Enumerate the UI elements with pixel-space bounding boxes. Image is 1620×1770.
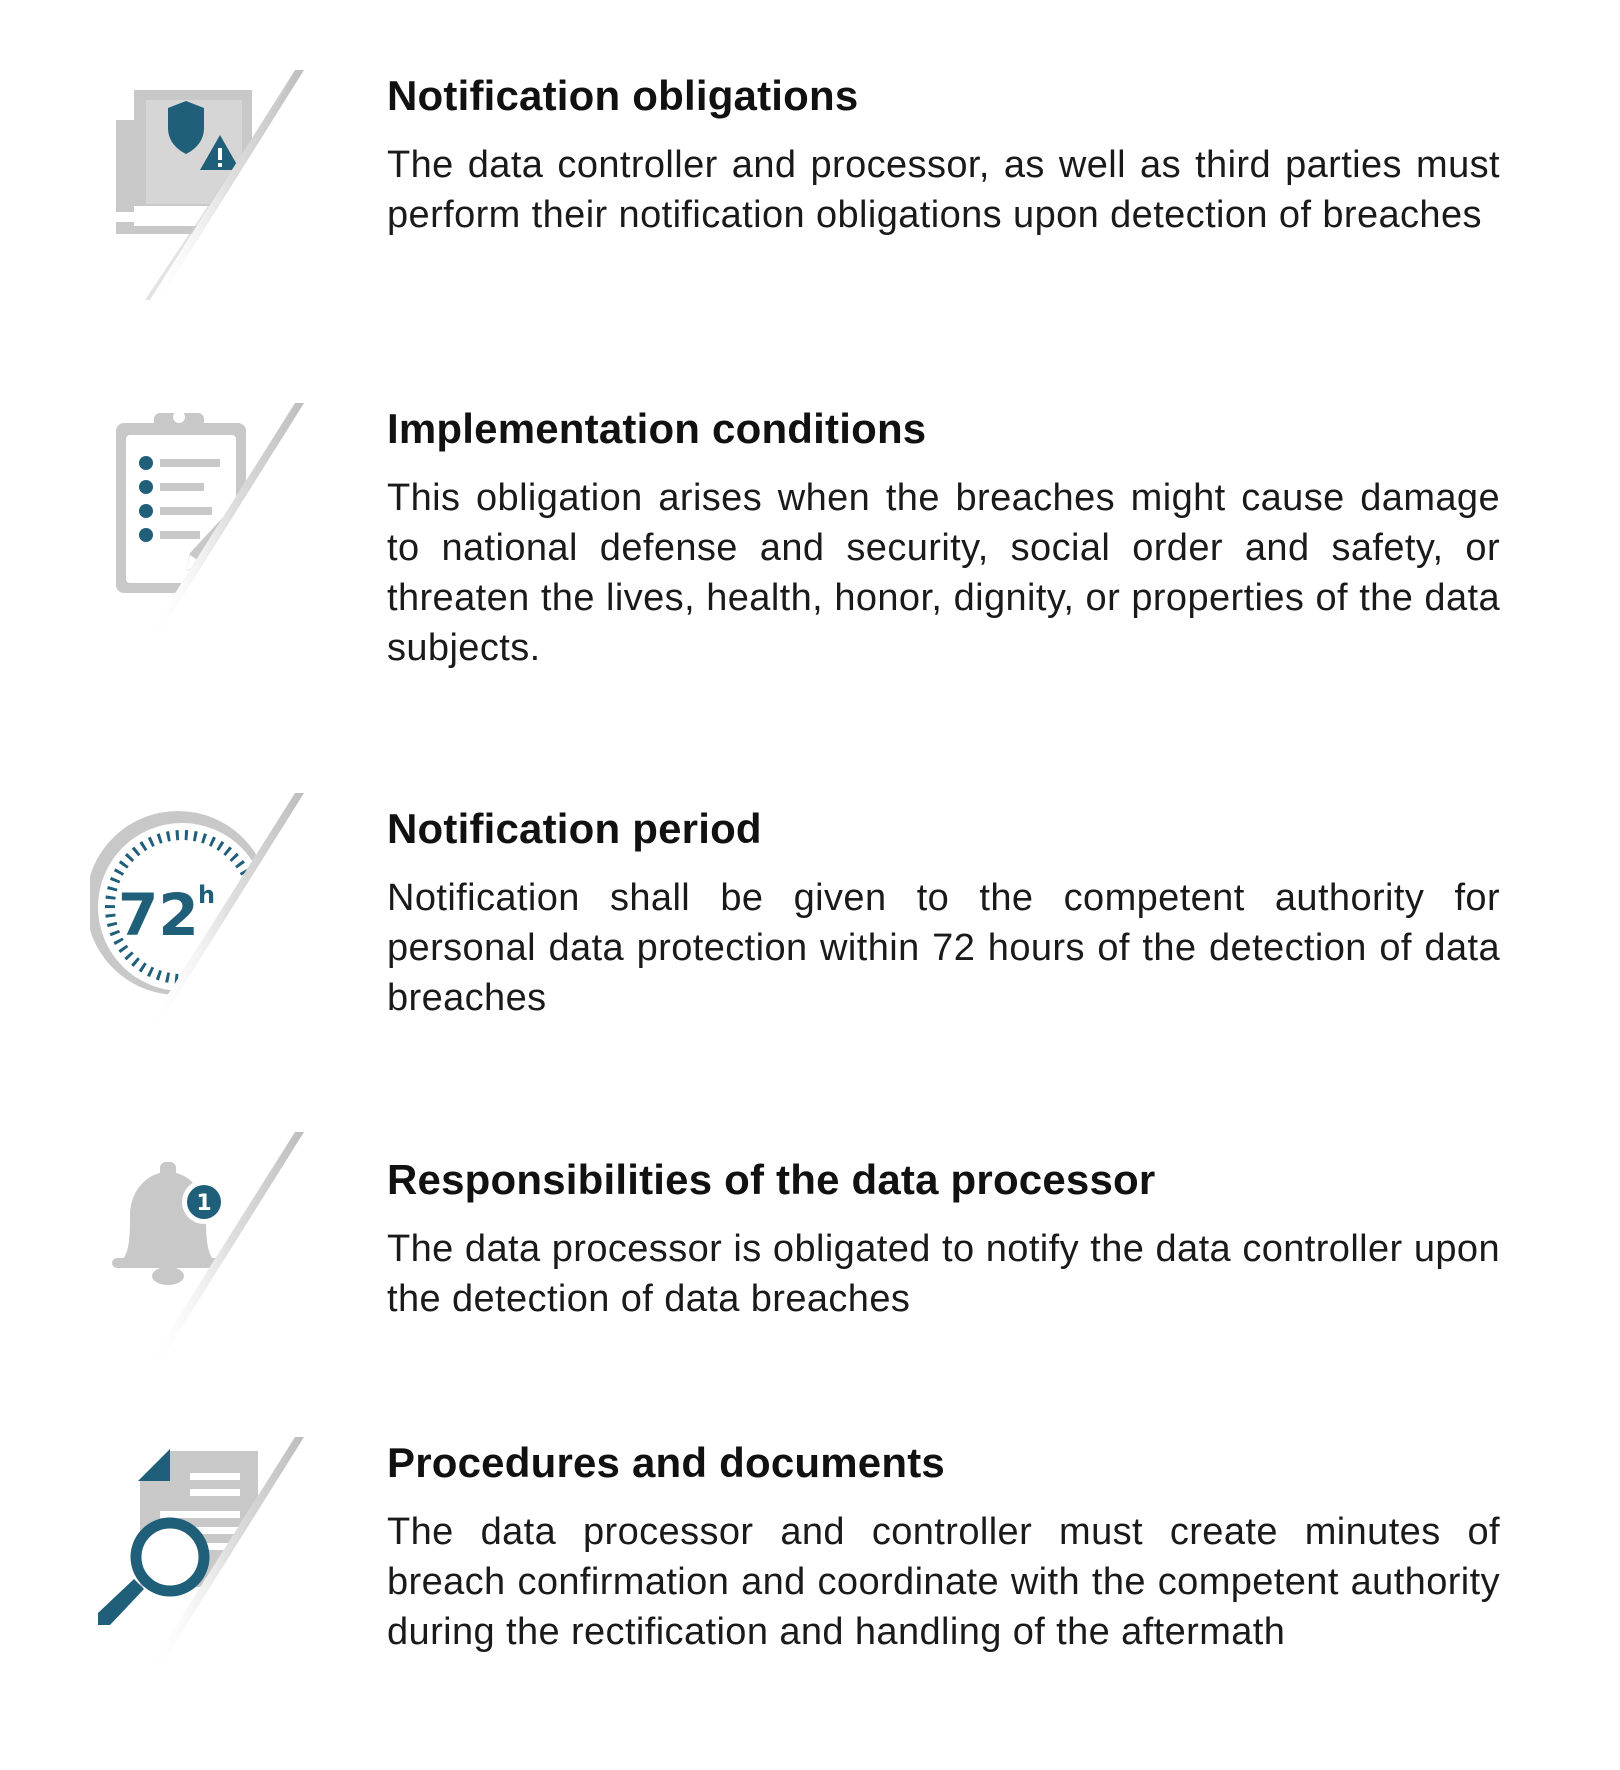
shield-warning-document-icon	[90, 70, 310, 300]
item-body: This obligation arises when the breaches might cause damage to national defense and security, social order and safety, or threaten the lives, health, honor, dignity, or properties of the data subjects.	[387, 477, 1500, 669]
clipboard-checklist-pencil-icon	[90, 403, 310, 633]
item-heading: Notification obligations	[387, 72, 859, 119]
stopwatch-72h-icon	[90, 793, 310, 1023]
bell-notification-icon	[90, 1132, 310, 1362]
stopwatch-hours-unit: h	[198, 881, 216, 909]
item-heading: Notification period	[387, 805, 762, 852]
item-heading: Procedures and documents	[387, 1439, 945, 1486]
item-body: The data controller and processor, as well as third parties must perform their notification obligations upon detection of breaches	[387, 144, 1500, 236]
item-body: Notification shall be given to the competent authority for personal data protection within 72 hours of the detection of data breaches	[387, 877, 1500, 1019]
bell-badge-count: 1	[196, 1191, 212, 1216]
document-magnifier-icon	[90, 1437, 310, 1667]
stopwatch-hours-number: 72	[118, 881, 199, 949]
item-body: The data processor is obligated to notify the data controller upon the detection of data breaches	[387, 1228, 1500, 1320]
item-heading: Responsibilities of the data processor	[387, 1156, 1156, 1203]
item-heading: Implementation conditions	[387, 405, 927, 452]
item-body: The data processor and controller must create minutes of breach confirmation and coordinate with the competent authority during the rectification and handling of the aftermath	[387, 1511, 1500, 1653]
